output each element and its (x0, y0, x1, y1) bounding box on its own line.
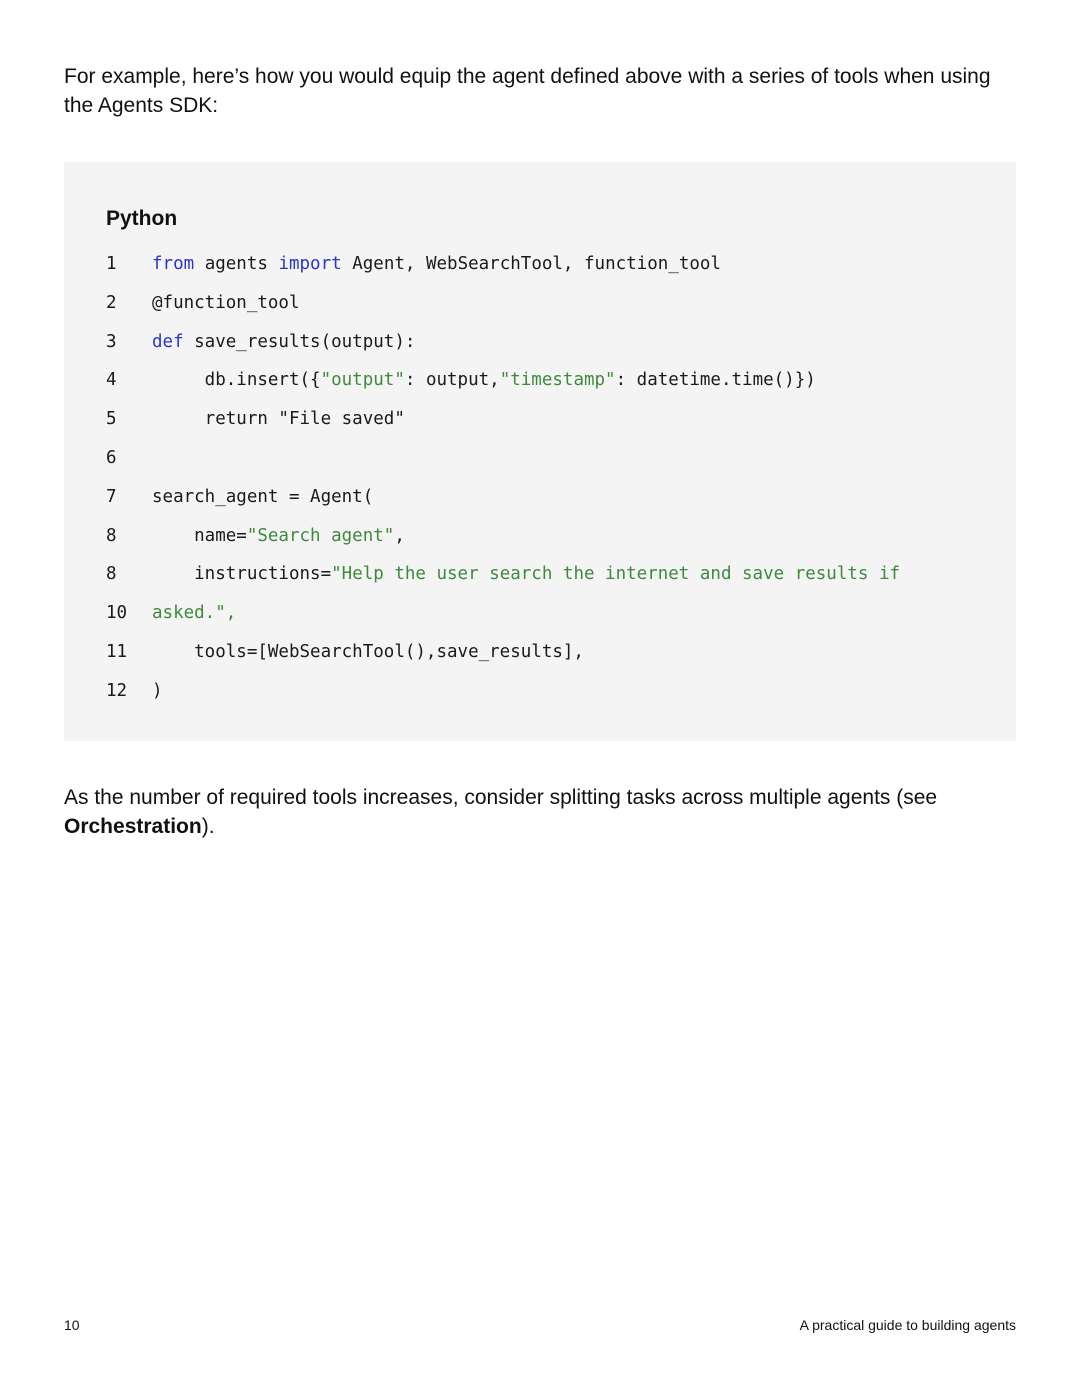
code-token: @function_tool (152, 292, 300, 313)
code-text (152, 597, 236, 629)
code-text (152, 403, 405, 435)
code-token: agents (194, 254, 279, 274)
code-token: : output, (404, 370, 500, 391)
footer-document-title: A practical guide to building agents (799, 1317, 1016, 1333)
code-token: return "File saved" (152, 409, 405, 430)
code-line (106, 326, 900, 365)
code-text (152, 481, 373, 513)
code-token: ) (152, 680, 163, 701)
code-line (106, 520, 900, 559)
code-token: search_agent = Agent( (152, 486, 374, 507)
code-line (106, 558, 900, 597)
code-line (106, 287, 900, 326)
code-token: instructions= (152, 564, 332, 585)
line-number: 2 (106, 292, 117, 313)
line-number: 8 (106, 525, 117, 546)
code-text (152, 287, 300, 319)
code-keyword: def (152, 331, 184, 352)
line-number: 4 (106, 370, 117, 391)
code-line (106, 403, 900, 442)
code-text (152, 558, 900, 590)
line-number: 10 (106, 603, 128, 624)
line-number: 5 (106, 409, 117, 430)
closing-text-suffix: ). (201, 815, 215, 838)
line-number: 7 (106, 486, 117, 507)
code-string: asked.", (152, 603, 237, 624)
code-line (106, 675, 900, 714)
line-number: 8 (106, 564, 117, 585)
code-text (152, 636, 584, 668)
orchestration-reference: Orchestration (64, 815, 202, 838)
code-string: "output" (320, 370, 405, 391)
code-token: db.insert({ (152, 370, 321, 391)
intro-paragraph: For example, here’s how you would equip the agent defined above with a series of tools when using the Agents SDK: (64, 65, 991, 117)
code-keyword: import (278, 254, 342, 274)
code-string: "timestamp" (499, 370, 616, 391)
code-line (106, 636, 900, 675)
code-lines (106, 248, 900, 714)
code-language-label: Python (106, 207, 178, 230)
code-text (152, 326, 415, 358)
code-line (106, 481, 900, 520)
code-token: , (394, 525, 405, 546)
code-text (152, 248, 721, 280)
code-line (106, 442, 900, 481)
line-number: 12 (106, 680, 128, 701)
code-token: : datetime.time()}) (615, 370, 816, 391)
line-number: 6 (106, 447, 117, 468)
code-text (152, 675, 163, 707)
code-token: Agent, WebSearchTool, function_tool (341, 254, 721, 274)
code-text (152, 364, 816, 396)
code-string: "Search agent" (246, 525, 395, 546)
line-number: 11 (106, 641, 128, 662)
page-number: 10 (64, 1317, 80, 1333)
code-string: "Help the user search the internet and save results if (331, 564, 901, 585)
closing-paragraph (64, 783, 1024, 841)
code-line (106, 364, 900, 403)
line-number: 3 (106, 331, 117, 352)
code-line (106, 248, 900, 287)
code-token: tools=[WebSearchTool(),save_results], (152, 641, 584, 662)
code-block (64, 162, 1016, 741)
code-token: save_results(output): (183, 331, 416, 352)
code-line (106, 597, 900, 636)
code-text (152, 520, 405, 552)
closing-text-prefix: As the number of required tools increases, consider splitting tasks across multiple agents (see (64, 786, 938, 809)
line-number: 1 (106, 254, 117, 274)
code-keyword: from (152, 254, 195, 274)
code-token: name= (152, 525, 247, 546)
